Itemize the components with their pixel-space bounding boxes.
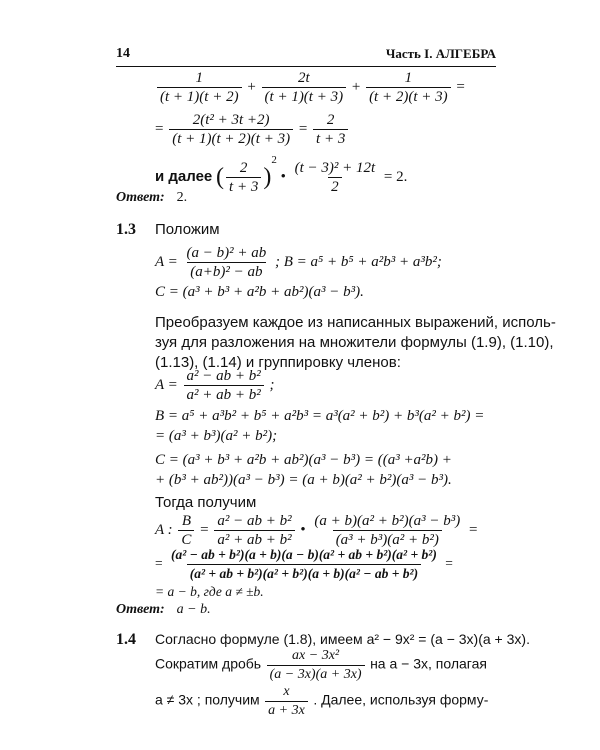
section-1-4-line-3	[155, 684, 488, 719]
paren-fraction-num: 2	[239, 160, 248, 177]
fraction-3-num: 1	[404, 70, 413, 86]
fraction-4-den: (t + 1)(t + 2)(t + 3)	[169, 129, 293, 147]
result-text: = 2.	[383, 169, 408, 185]
A-simplified	[155, 368, 275, 403]
C-line-2: + (b³ + ab²))(a³ − b³) = (a + b)(a² + b²)(a³ − b³).	[155, 472, 452, 488]
fraction-4-num: 2(t² + 3t +2)	[192, 112, 270, 128]
answer-line-1	[116, 188, 187, 206]
page-header	[116, 44, 496, 67]
fraction-3	[366, 70, 451, 105]
fraction-1-num: 1	[195, 70, 204, 86]
A-fraction-den: (a+b)² − ab	[187, 262, 265, 280]
result-fraction-den: a + 3x	[265, 701, 308, 719]
long-fraction	[168, 547, 440, 582]
answer-value: a − b.	[176, 602, 211, 617]
equals-sign: =	[155, 555, 163, 571]
square-exponent: 2	[271, 154, 277, 166]
ratio-fraction-2	[311, 513, 463, 548]
answer-label: Ответ:	[116, 190, 165, 205]
B-over-C	[178, 513, 194, 548]
equation-sum-line	[155, 70, 465, 105]
fraction-3-den: (t + 2)(t + 3)	[366, 87, 451, 105]
section-number-1-4: 1.4	[116, 631, 136, 648]
B-line-1: B = a⁵ + a³b² + b⁵ + a²b³ = a³(a² + b²) + b³(a² + b²) =	[155, 408, 485, 424]
ratio-fraction-1	[214, 513, 294, 548]
final-result: = a − b, где a ≠ ±b.	[155, 584, 264, 599]
fraction-2-num: 2t	[297, 70, 310, 86]
B-over-C-den: C	[178, 530, 194, 548]
equals-sign: =	[155, 120, 164, 137]
open-paren: (	[216, 164, 225, 191]
answer-line-2	[116, 600, 211, 618]
ratio-fraction-1-num: a² − ab + b²	[217, 513, 292, 529]
equals-sign: =	[468, 521, 478, 538]
part-title: Часть I. АЛГЕБРА	[385, 46, 496, 61]
C-line-1: C = (a³ + b³ + a²b + ab²)(a³ − b³) = ((a³ +a²b) +	[155, 452, 452, 468]
dot-operator: •	[280, 169, 286, 185]
equals-sign: =	[445, 555, 453, 571]
result-fraction	[265, 684, 308, 719]
fraction-6-den: 2	[328, 177, 342, 195]
paren-fraction-den: t + 3	[226, 177, 261, 195]
answer-value: 2.	[176, 190, 188, 205]
and-then-text: и далее	[155, 168, 213, 185]
plus-sign: +	[247, 78, 256, 95]
A2-lhs: A =	[155, 376, 178, 393]
equation-and-then-line	[155, 154, 407, 195]
fraction-6-num: (t − 3)² + 12t	[294, 160, 376, 177]
ratio-fraction-1-den: a² + ab + b²	[214, 530, 294, 548]
further-text: . Далее, используя форму-	[313, 691, 489, 708]
assume-text: a ≠ 3x ; получим	[155, 691, 260, 708]
paragraph-line-2: зуя для разложения на множители формулы (1.9), (1.10),	[155, 334, 554, 351]
section-1-4-line-1: Согласно формуле (1.8), имеем a² − 9x² = (a − 3x)(a + 3x).	[155, 631, 530, 647]
fraction-5-num: 2	[326, 112, 335, 128]
ratio-fraction-2-den: (a³ + b³)(a² + b²)	[333, 530, 442, 548]
dot-operator: •	[300, 521, 306, 538]
long-fraction-num: (a² − ab + b²)(a + b)(a − b)(a² + ab + b²)(a² + b²)	[171, 547, 437, 562]
ratio-lhs: A :	[155, 521, 173, 538]
definition-A-B	[155, 245, 442, 280]
A2-tail: ;	[269, 376, 275, 393]
plus-sign: +	[351, 78, 361, 95]
fraction-1-den: (t + 1)(t + 2)	[157, 87, 242, 105]
ratio-fraction-2-num: (a + b)(a² + b²)(a³ − b³)	[314, 513, 461, 529]
reduce-fraction-num: ax − 3x²	[292, 648, 340, 663]
B-definition: ; B = a⁵ + b⁵ + a²b³ + a³b²;	[275, 253, 442, 270]
fraction-2	[262, 70, 347, 105]
result-fraction-num: x	[283, 684, 290, 699]
section-number-1-3: 1.3	[116, 221, 136, 238]
definition-C: C = (a³ + b³ + a²b + ab²)(a³ − b³).	[155, 284, 364, 300]
then-text: Тогда получим	[155, 494, 257, 511]
close-paren: )	[263, 164, 272, 191]
reduce-by-text: на a − 3x, полагая	[370, 655, 487, 672]
fraction-6	[292, 160, 379, 195]
page-number: 14	[116, 46, 130, 61]
long-fraction-line	[155, 547, 453, 582]
fraction-5	[313, 112, 348, 147]
equation-simplify-line	[155, 112, 350, 147]
fraction-1	[157, 70, 242, 105]
A-fraction-num: (a − b)² + ab	[186, 245, 267, 261]
A-lhs: A =	[155, 253, 178, 270]
equals-sign: =	[298, 120, 308, 137]
paragraph-line-1: Преобразуем каждое из написанных выражений, исполь-	[155, 314, 556, 331]
A2-fraction-den: a² + ab + b²	[184, 385, 264, 403]
reduce-fraction-den: (a − 3x)(a + 3x)	[267, 665, 365, 683]
fraction-5-den: t + 3	[313, 129, 348, 147]
long-fraction-den: (a² + ab + b²)(a² + b²)(a + b)(a² − ab + b²)	[187, 564, 421, 582]
section-1-4-line-2	[155, 648, 487, 683]
equals-sign: =	[456, 78, 465, 95]
paragraph-line-3: (1.13), (1.14) и группировку членов:	[155, 354, 401, 371]
ratio-line	[155, 513, 477, 548]
A2-fraction	[184, 368, 264, 403]
paren-fraction	[226, 160, 261, 195]
fraction-4	[169, 112, 293, 147]
reduce-fraction	[267, 648, 365, 683]
A2-fraction-num: a² − ab + b²	[186, 368, 261, 384]
A-fraction	[184, 245, 270, 280]
section-1-3-intro: Положим	[155, 221, 220, 238]
B-line-2: = (a³ + b³)(a² + b²);	[155, 428, 278, 444]
reduce-fraction-text: Сократим дробь	[155, 655, 262, 672]
answer-label: Ответ:	[116, 602, 165, 617]
B-over-C-num: B	[181, 513, 191, 529]
equals-sign: =	[200, 521, 209, 538]
fraction-2-den: (t + 1)(t + 3)	[262, 87, 347, 105]
